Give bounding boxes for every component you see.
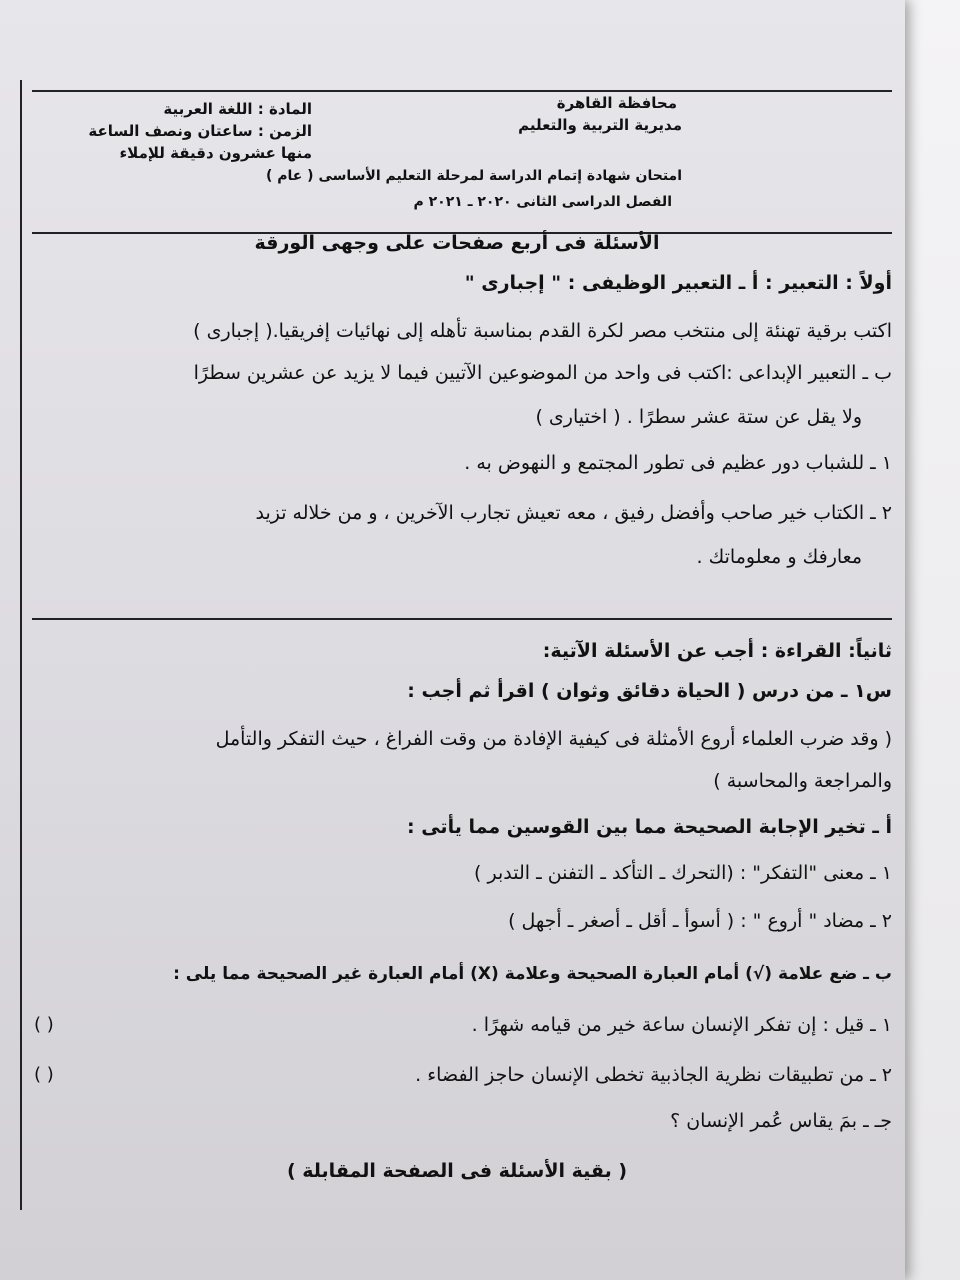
governorate: محافظة القاهرة	[556, 94, 677, 112]
topic-2-line1: ٢ ـ الكتاب خير صاحب وأفضل رفيق ، معه تعيش تجارب الآخرين ، و من خلاله تزيد	[255, 502, 892, 524]
pages-notice: الأسئلة فى أربع صفحات على وجهى الورقة	[254, 232, 660, 254]
answer-blank-b1: ( )	[34, 1014, 54, 1035]
statement-b2: ٢ ـ من تطبيقات نظرية الجاذبية تخطى الإنسان حاجز الفضاء .	[415, 1064, 892, 1086]
section1-title: أولاً : التعبير : أ ـ التعبير الوظيفى : " إجبارى "	[464, 272, 892, 294]
section1-task-b-line1: ب ـ التعبير الإبداعى :اكتب فى واحد من الموضوعين الآتيين فيما لا يزيد عن عشرين سطرًا	[193, 362, 892, 384]
exam-page	[20, 80, 892, 1210]
continue-notice: ( بقية الأسئلة فى الصفحة المقابلة )	[286, 1160, 628, 1182]
term: الفصل الدراسى الثانى ٢٠٢٠ ـ ٢٠٢١ م	[413, 194, 672, 210]
section-divider	[32, 618, 892, 620]
statement-b1: ١ ـ قيل : إن تفكر الإنسان ساعة خير من قيامه شهرًا .	[471, 1014, 892, 1036]
section2-title: ثانياً: القراءة : أجب عن الأسئلة الآتية:	[542, 640, 892, 662]
part-a-title: أ ـ تخير الإجابة الصحيحة مما بين القوسين مما يأتى :	[407, 816, 892, 838]
q1-intro: س١ ـ من درس ( الحياة دقائق وثوان ) اقرأ ثم أجب :	[407, 680, 892, 702]
question-a1: ١ ـ معنى "التفكر" : (التحرك ـ التأكد ـ التفنن ـ التدبر )	[474, 862, 892, 884]
part-b-title: ب ـ ضع علامة (√) أمام العبارة الصحيحة وعلامة (X) أمام العبارة غير الصحيحة مما يلى :	[173, 964, 892, 984]
exam-title: امتحان شهادة إتمام الدراسة لمرحلة التعليم الأساسى ( عام )	[265, 168, 682, 184]
passage-line2: والمراجعة والمحاسبة )	[713, 770, 892, 792]
section1-task-b-line2: ولا يقل عن ستة عشر سطرًا . ( اختيارى )	[535, 406, 862, 428]
topic-1: ١ ـ للشباب دور عظيم فى تطور المجتمع و النهوض به .	[464, 452, 892, 474]
answer-blank-b2: ( )	[34, 1064, 54, 1085]
question-c: جـ ـ بمَ يقاس عُمر الإنسان ؟	[670, 1110, 892, 1132]
section1-task-a: اكتب برقية تهنئة إلى منتخب مصر لكرة القدم بمناسبة تأهله إلى نهائيات إفريقيا.( إجبارى )	[193, 320, 892, 342]
subject: المادة : اللغة العربية	[163, 100, 312, 118]
question-a2: ٢ ـ مضاد " أروع " : ( أسوأ ـ أقل ـ أصغر ـ أجهل )	[508, 910, 892, 932]
exam-header	[32, 90, 892, 234]
directorate: مديرية التربية والتعليم	[518, 116, 682, 134]
dictation-time: منها عشرون دقيقة للإملاء	[119, 144, 312, 162]
passage-line1: ( وقد ضرب العلماء أروع الأمثلة فى كيفية الإفادة من وقت الفراغ ، حيث التفكر والتأمل	[215, 728, 892, 750]
exam-time: الزمن : ساعتان ونصف الساعة	[88, 122, 312, 140]
topic-2-line2: معارفك و معلوماتك .	[696, 546, 862, 568]
